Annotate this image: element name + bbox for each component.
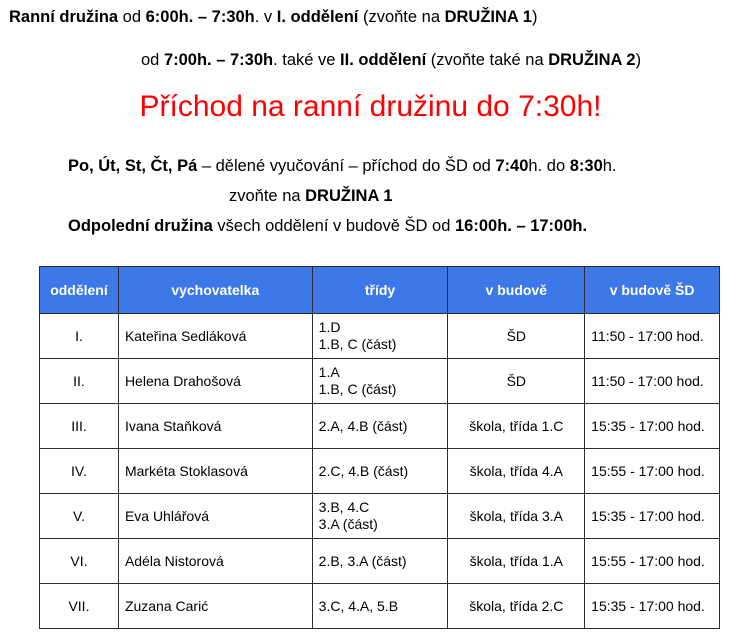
split-teaching-info: Po, Út, St, Čt, Pá – dělené vyučování – příchod do ŠD od 7:40h. do 8:30h. — [68, 157, 617, 175]
cell-tridy: 2.B, 3.A (část) — [312, 539, 448, 584]
cell-cas: 15:55 - 17:00 hod. — [585, 539, 720, 584]
cell-budova: škola, třída 1.C — [448, 404, 585, 449]
afternoon-info: Odpolední družina všech oddělení v budově ŠD od 16:00h. – 17:00h. — [68, 217, 588, 235]
cell-oddeleni: VI. — [40, 539, 119, 584]
table-row — [40, 359, 720, 404]
cell-vychovatelka: Eva Uhlářová — [118, 494, 312, 539]
cell-cas: 15:55 - 17:00 hod. — [585, 449, 720, 494]
cell-cas: 15:35 - 17:00 hod. — [585, 494, 720, 539]
doorbell-info: zvoňte na DRUŽINA 1 — [229, 187, 393, 205]
cell-cas: 11:50 - 17:00 hod. — [585, 359, 720, 404]
cell-tridy: 3.C, 4.A, 5.B — [312, 584, 448, 629]
cell-cas: 15:35 - 17:00 hod. — [585, 404, 720, 449]
departments-table — [39, 266, 720, 629]
cell-vychovatelka: Helena Drahošová — [118, 359, 312, 404]
cell-tridy: 2.A, 4.B (část) — [312, 404, 448, 449]
header-vychovatelka: vychovatelka — [118, 267, 312, 314]
table-header-row — [40, 267, 720, 314]
cell-oddeleni: II. — [40, 359, 119, 404]
cell-budova: škola, třída 2.C — [448, 584, 585, 629]
header-v-budove: v budově — [448, 267, 585, 314]
table-row — [40, 314, 720, 359]
cell-oddeleni: III. — [40, 404, 119, 449]
header-oddeleni: oddělení — [40, 267, 119, 314]
table-row — [40, 539, 720, 584]
cell-vychovatelka: Kateřina Sedláková — [118, 314, 312, 359]
cell-budova: ŠD — [448, 314, 585, 359]
cell-budova: škola, třída 4.A — [448, 449, 585, 494]
table-row — [40, 494, 720, 539]
cell-vychovatelka: Adéla Nistorová — [118, 539, 312, 584]
cell-tridy: 1.D 1.B, C (část) — [312, 314, 448, 359]
cell-cas: 15:35 - 17:00 hod. — [585, 584, 720, 629]
cell-tridy: 2.C, 4.B (část) — [312, 449, 448, 494]
cell-vychovatelka: Zuzana Carić — [118, 584, 312, 629]
cell-vychovatelka: Ivana Staňková — [118, 404, 312, 449]
cell-budova: škola, třída 1.A — [448, 539, 585, 584]
cell-oddeleni: V. — [40, 494, 119, 539]
cell-budova: škola, třída 3.A — [448, 494, 585, 539]
cell-oddeleni: IV. — [40, 449, 119, 494]
cell-budova: ŠD — [448, 359, 585, 404]
header-v-budove-sd: v budově ŠD — [585, 267, 720, 314]
morning-info-line-2: od 7:00h. – 7:30h. také ve II. oddělení (zvoňte také na DRUŽINA 2) — [141, 51, 642, 69]
cell-tridy: 3.B, 4.C 3.A (část) — [312, 494, 448, 539]
arrival-deadline-headline: Příchod na ranní družinu do 7:30h! — [139, 90, 602, 123]
table-row — [40, 449, 720, 494]
table-row — [40, 404, 720, 449]
morning-info-line-1: Ranní družina od 6:00h. – 7:30h. v I. oddělení (zvoňte na DRUŽINA 1) — [9, 8, 538, 26]
header-tridy: třídy — [312, 267, 448, 314]
cell-tridy: 1.A 1.B, C (část) — [312, 359, 448, 404]
cell-vychovatelka: Markéta Stoklasová — [118, 449, 312, 494]
cell-oddeleni: I. — [40, 314, 119, 359]
table-row — [40, 584, 720, 629]
cell-cas: 11:50 - 17:00 hod. — [585, 314, 720, 359]
cell-oddeleni: VII. — [40, 584, 119, 629]
